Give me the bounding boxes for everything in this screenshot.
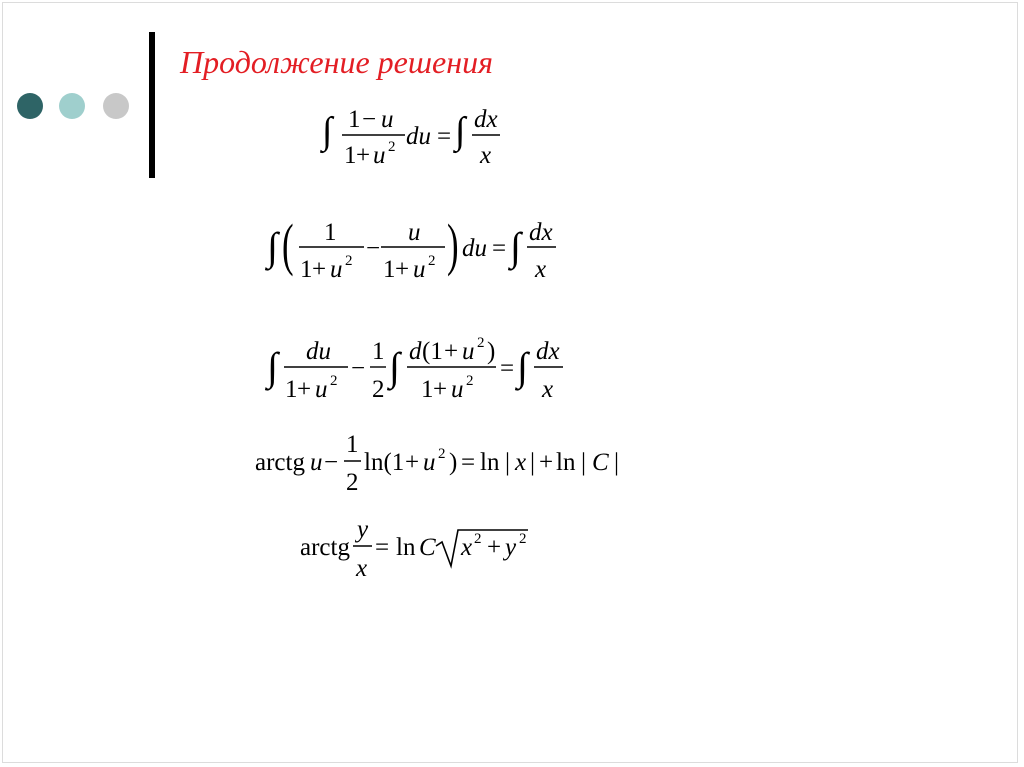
eq2-f1-den-one: 1 <box>300 256 313 283</box>
eq1-den-u: u <box>373 142 386 169</box>
eq4-ln-open: ln(1 <box>364 449 405 476</box>
equation-2 <box>264 213 556 283</box>
eq3-f2-den-u: u <box>451 376 464 403</box>
eq2-f2-den-exp: 2 <box>428 253 436 269</box>
eq1-rhs-num: dx <box>474 106 498 133</box>
eq5-c: C <box>419 534 436 561</box>
eq2-equals: = <box>492 235 507 262</box>
eq2-rhs-num: dx <box>529 219 553 246</box>
eq1-rhs-den: x <box>480 142 492 169</box>
eq3-minus: − <box>351 355 366 382</box>
eq3-f2-num-plus: + <box>444 338 459 365</box>
eq3-f2-den-one: 1 <box>421 376 434 403</box>
eq3-equals: = <box>500 355 515 382</box>
eq1-du: du <box>406 123 431 150</box>
eq3-f1-num: du <box>306 338 331 365</box>
eq3-f2-num-exp: 2 <box>477 335 485 351</box>
eq4-ln-x: ln <box>480 449 500 476</box>
eq2-f2-den-u: u <box>413 256 426 283</box>
integral-sign: ∫ <box>267 344 278 389</box>
eq1-den-plus: + <box>356 142 371 169</box>
eq4-u2: u <box>423 449 436 476</box>
eq2-f2-den-one: 1 <box>383 256 396 283</box>
eq4-half-den: 2 <box>346 469 359 496</box>
eq3-rhs-num: dx <box>536 338 560 365</box>
eq4-arctg: arctg <box>255 449 305 476</box>
eq5-x-exp: 2 <box>474 531 482 547</box>
eq3-f2-num-u: u <box>462 338 475 365</box>
eq4-plus2: + <box>539 449 554 476</box>
eq2-rhs-den: x <box>535 256 547 283</box>
integral-sign: ∫ <box>389 344 400 389</box>
eq2-f1-num: 1 <box>324 219 337 246</box>
integral-sign: ∫ <box>267 224 278 269</box>
integral-sign: ∫ <box>510 224 521 269</box>
eq2-f2-num: u <box>408 219 421 246</box>
eq2-du: du <box>462 235 487 262</box>
eq5-num: y <box>357 516 369 543</box>
integral-sign: ∫ <box>455 110 466 152</box>
eq4-plus: + <box>405 449 420 476</box>
eq2-right-paren: ) <box>447 213 459 278</box>
eq5-equals: = <box>375 534 390 561</box>
eq5-y: y <box>505 534 517 561</box>
eq4-abs-open: | <box>505 449 511 476</box>
eq3-f2-num-d: d <box>409 338 422 365</box>
eq3-f2-den-exp: 2 <box>466 373 474 389</box>
eq4-c: C <box>592 449 609 476</box>
eq1-num-u: u <box>381 106 394 133</box>
equation-3 <box>264 335 563 403</box>
eq5-y-exp: 2 <box>519 531 527 547</box>
eq4-close: ) <box>449 449 458 476</box>
eq5-x: x <box>461 534 473 561</box>
eq3-f2-den-plus: + <box>433 376 448 403</box>
eq4-x: x <box>515 449 527 476</box>
eq1-num-minus: − <box>362 106 377 133</box>
equation-1 <box>320 106 500 169</box>
eq4-abs-close-2: | <box>614 449 620 476</box>
integral-sign: ∫ <box>322 110 333 152</box>
eq4-abs-open-2: | <box>581 449 587 476</box>
eq2-f1-den-exp: 2 <box>345 253 353 269</box>
eq4-abs-close: | <box>530 449 536 476</box>
eq2-f1-den-u: u <box>330 256 343 283</box>
eq4-half-num: 1 <box>346 431 359 458</box>
integral-sign: ∫ <box>517 344 528 389</box>
eq3-f1-den-exp: 2 <box>330 373 338 389</box>
eq1-num-one: 1 <box>348 106 361 133</box>
eq2-minus: − <box>366 235 381 262</box>
eq3-f1-den-u: u <box>315 376 328 403</box>
eq4-exp: 2 <box>438 446 446 462</box>
eq4-u: u <box>310 449 323 476</box>
eq2-left-paren: ( <box>282 213 294 278</box>
equation-5 <box>300 516 528 582</box>
eq3-rhs-den: x <box>542 376 554 403</box>
eq3-f2-num-close: ) <box>487 338 496 365</box>
eq3-f2-num-open: (1 <box>422 338 443 365</box>
eq4-ln-c: ln <box>556 449 576 476</box>
eq3-half-den: 2 <box>372 376 385 403</box>
eq4-minus: − <box>324 449 339 476</box>
eq1-equals: = <box>437 123 452 150</box>
eq5-den: x <box>356 555 368 582</box>
eq1-den-exp: 2 <box>388 139 396 155</box>
eq1-den-one: 1 <box>344 142 357 169</box>
eq3-f1-den-one: 1 <box>285 376 298 403</box>
eq5-arctg: arctg <box>300 534 350 561</box>
eq2-f2-den-plus: + <box>395 256 410 283</box>
eq5-ln: ln <box>396 534 416 561</box>
eq4-equals: = <box>461 449 476 476</box>
eq2-f1-den-plus: + <box>312 256 327 283</box>
equation-4 <box>255 431 619 496</box>
eq5-plus: + <box>487 534 502 561</box>
eq3-f1-den-plus: + <box>297 376 312 403</box>
eq3-half-num: 1 <box>372 338 385 365</box>
slide-title: Продолжение решения <box>180 44 493 80</box>
